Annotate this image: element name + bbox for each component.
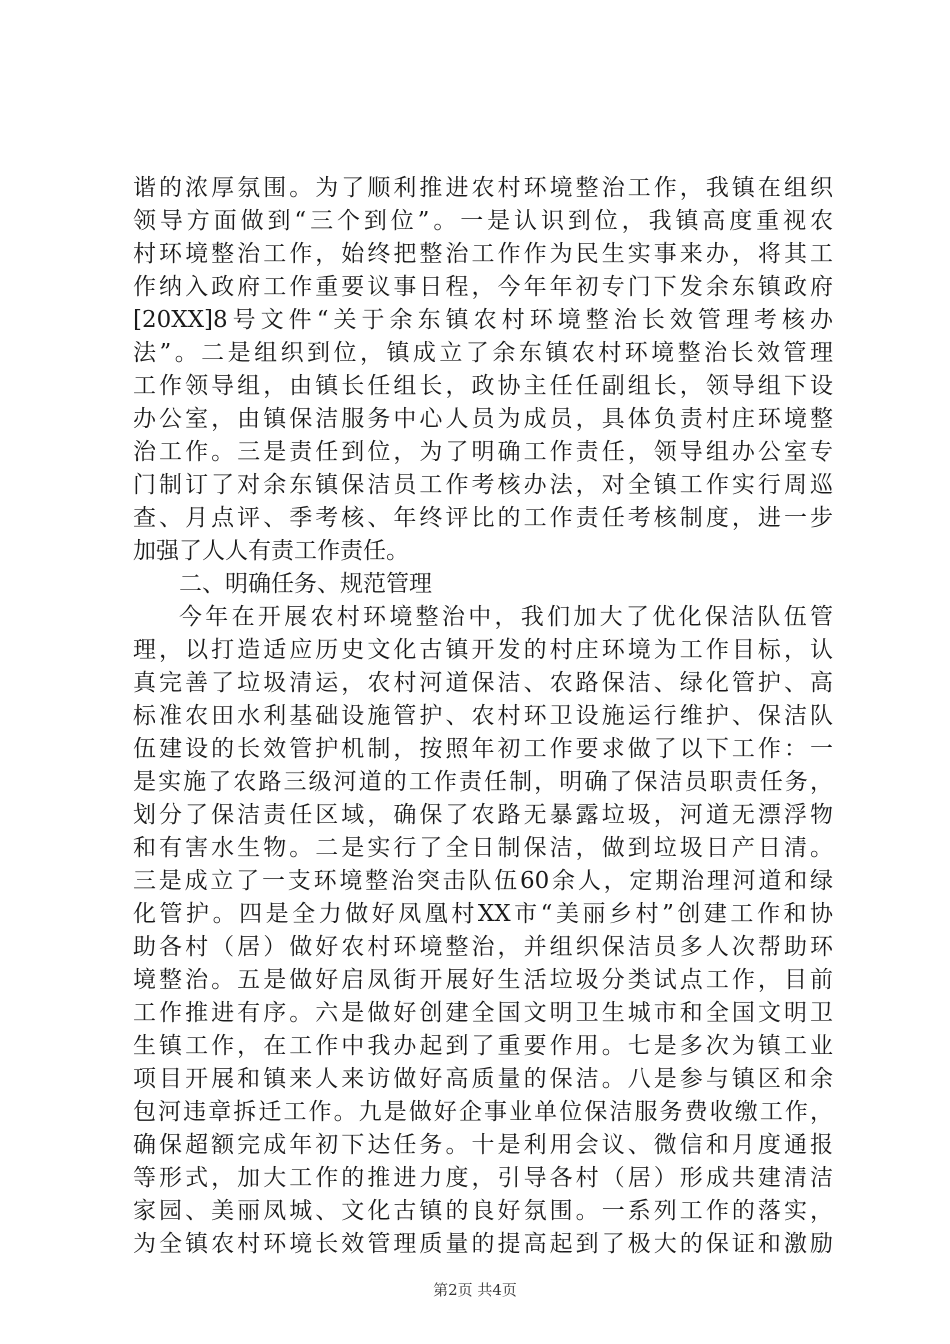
text-line: 家园、美丽凤城、文化古镇的良好氛围。一系列工作的落实， — [133, 1198, 833, 1224]
text-line: 领导方面做到“三个到位”。一是认识到位，我镇高度重视农 — [133, 208, 833, 234]
text-line: 为全镇农村环境长效管理质量的提高起到了极大的保证和激励 — [133, 1231, 833, 1257]
text-line: 查、月点评、季考核、年终评比的工作责任考核制度，进一步 — [133, 505, 833, 531]
text-line: 生镇工作，在工作中我办起到了重要作用。七是多次为镇工业 — [133, 1033, 833, 1059]
text-line: 确保超额完成年初下达任务。十是利用会议、微信和月度通报 — [133, 1132, 833, 1158]
text-line: 划分了保洁责任区域，确保了农路无暴露垃圾，河道无漂浮物 — [133, 802, 833, 828]
text-line: 今年在开展农村环境整治中，我们加大了优化保洁队伍管 — [179, 604, 833, 630]
text-line: 项目开展和镇来人来访做好高质量的保洁。八是参与镇区和余 — [133, 1066, 833, 1092]
text-line: 助各村（居）做好农村环境整治，并组织保洁员多人次帮助环 — [133, 934, 833, 960]
text-line: 包河违章拆迁工作。九是做好企事业单位保洁服务费收缴工作， — [133, 1099, 833, 1125]
text-line: 村环境整治工作，始终把整治工作作为民生实事来办，将其工 — [133, 241, 833, 267]
text-line: 办公室，由镇保洁服务中心人员为成员，具体负责村庄环境整 — [133, 406, 833, 432]
text-line: 是实施了农路三级河道的工作责任制，明确了保洁员职责任务， — [133, 769, 833, 795]
text-line: 门制订了对余东镇保洁员工作考核办法，对全镇工作实行周巡 — [133, 472, 833, 498]
text-line: 境整治。五是做好启凤街开展好生活垃圾分类试点工作，目前 — [133, 967, 833, 993]
text-line: 谐的浓厚氛围。为了顺利推进农村环境整治工作，我镇在组织 — [133, 175, 833, 201]
text-line: 理，以打造适应历史文化古镇开发的村庄环境为工作目标，认 — [133, 637, 833, 663]
text-line: 和有害水生物。二是实行了全日制保洁，做到垃圾日产日清。 — [133, 835, 833, 861]
text-line: 等形式，加大工作的推进力度，引导各村（居）形成共建清洁 — [133, 1165, 833, 1191]
document-body — [133, 172, 833, 1261]
text-line: 三是成立了一支环境整治突击队伍60余人，定期治理河道和绿 — [133, 868, 833, 894]
text-line: 工作领导组，由镇长任组长，政协主任任副组长，领导组下设 — [133, 373, 833, 399]
text-line: 作纳入政府工作重要议事日程，今年年初专门下发余东镇政府 — [133, 274, 833, 300]
text-line: [20XX]8号文件“关于余东镇农村环境整治长效管理考核办 — [133, 307, 833, 333]
text-line: 真完善了垃圾清运，农村河道保洁、农路保洁、绿化管护、高 — [133, 670, 833, 696]
text-line: 伍建设的长效管护机制，按照年初工作要求做了以下工作：一 — [133, 736, 833, 762]
text-line: 标准农田水利基础设施管护、农村环卫设施运行维护、保洁队 — [133, 703, 833, 729]
text-line: 化管护。四是全力做好凤凰村XX市“美丽乡村”创建工作和协 — [133, 901, 833, 927]
page-number: 第2页 共4页 — [433, 1281, 517, 1299]
text-line: 加强了人人有责工作责任。 — [133, 538, 409, 564]
section-heading: 二、明确任务、规范管理 — [179, 571, 432, 597]
text-line: 法”。二是组织到位，镇成立了余东镇农村环境整治长效管理 — [133, 340, 833, 366]
text-line: 治工作。三是责任到位，为了明确工作责任，领导组办公室专 — [133, 439, 833, 465]
text-line: 工作推进有序。六是做好创建全国文明卫生城市和全国文明卫 — [133, 1000, 833, 1026]
